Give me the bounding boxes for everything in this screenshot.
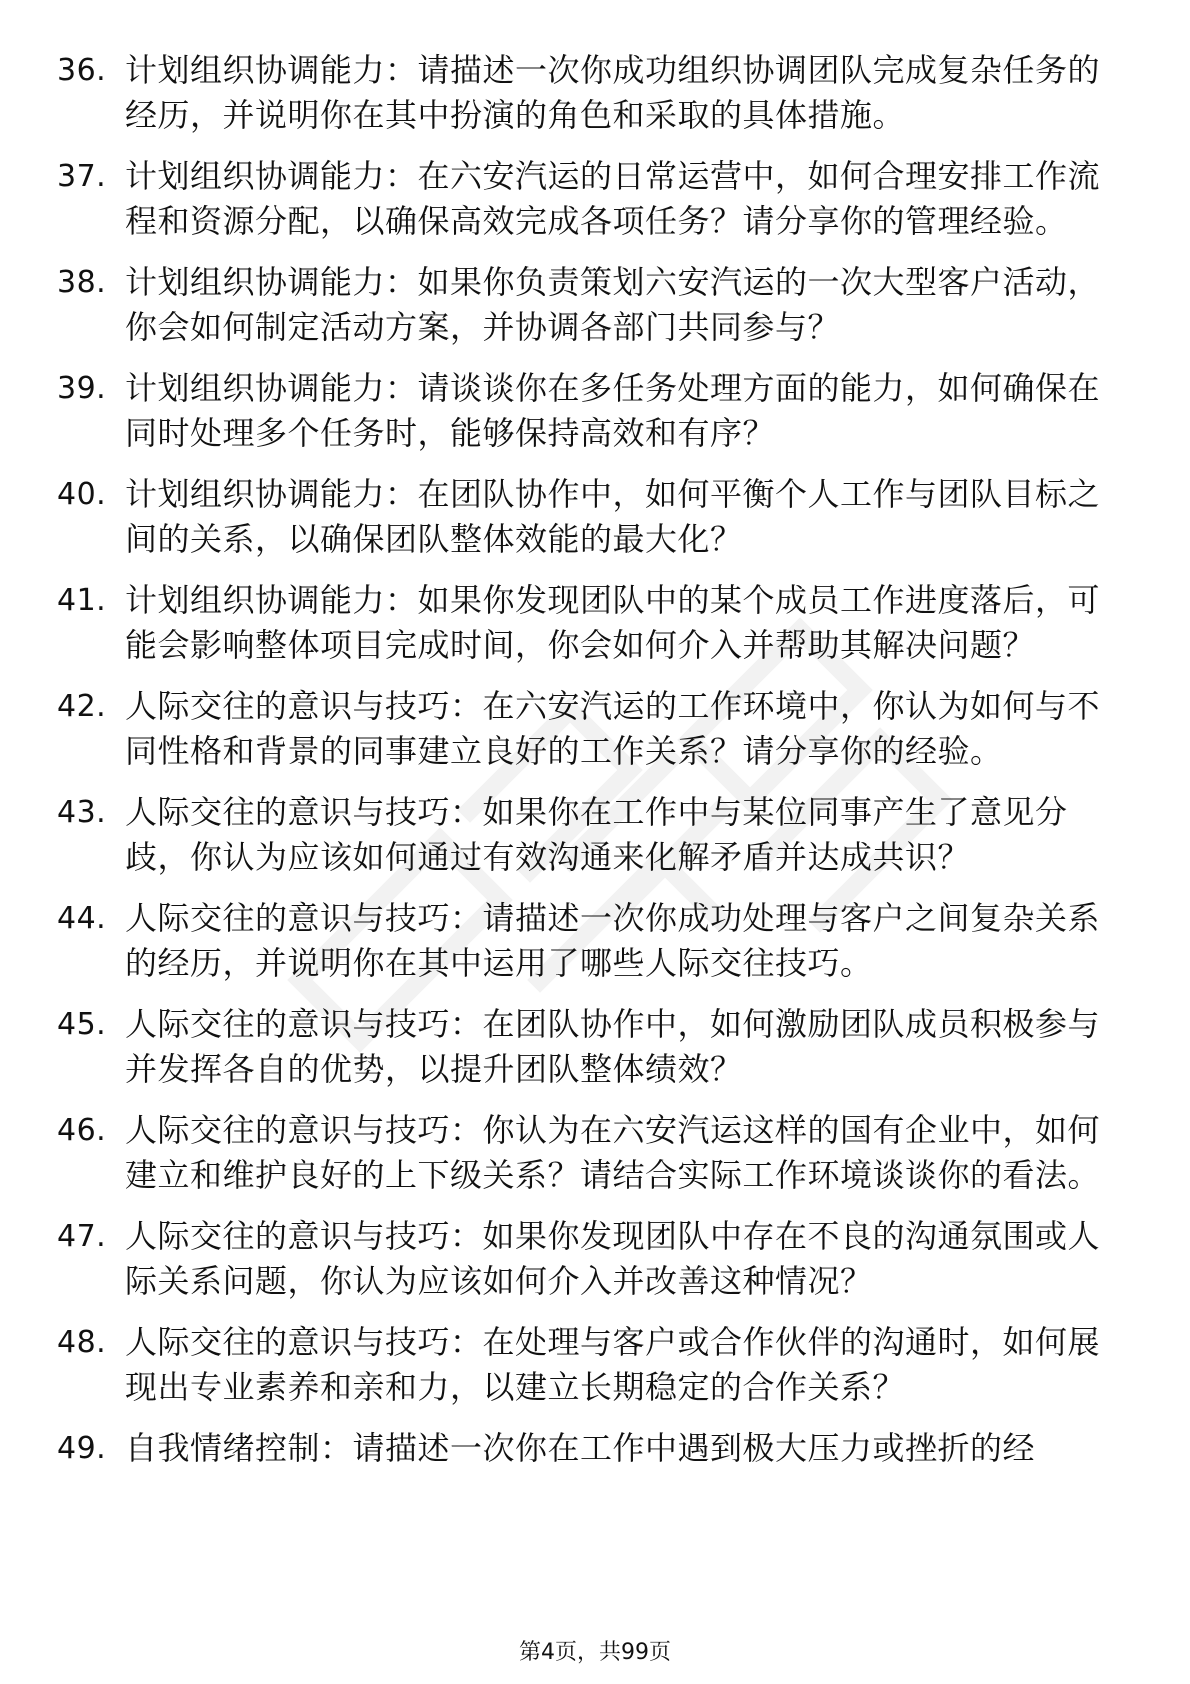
question-number: 40. [57,477,107,512]
question-number: 41. [57,583,107,618]
question-text: 计划组织协调能力：请描述一次你成功组织协调团队完成复杂任务的经历，并说明你在其中扮演的角色和采取的具体措施。 [125,51,1101,134]
question-list [0,48,1190,1487]
question-text: 计划组织协调能力：如果你发现团队中的某个成员工作进度落后，可能会影响整体项目完成时间，你会如何介入并帮助其解决问题？ [125,581,1101,664]
question-number: 44. [57,901,107,936]
question-text: 人际交往的意识与技巧：请描述一次你成功处理与客户之间复杂关系的经历，并说明你在其中运用了哪些人际交往技巧。 [125,899,1101,982]
question-text: 计划组织协调能力：如果你负责策划六安汽运的一次大型客户活动，你会如何制定活动方案，并协调各部门共同参与？ [125,263,1101,346]
question-text: 人际交往的意识与技巧：如果你发现团队中存在不良的沟通氛围或人际关系问题，你认为应该如何介入并改善这种情况？ [125,1217,1101,1300]
question-text: 计划组织协调能力：在团队协作中，如何平衡个人工作与团队目标之间的关系，以确保团队整体效能的最大化？ [125,475,1101,558]
question-number: 37. [57,159,107,194]
question-number: 39. [57,371,107,406]
question-number: 48. [57,1325,107,1360]
question-text: 计划组织协调能力：请谈谈你在多任务处理方面的能力，如何确保在同时处理多个任务时，能够保持高效和有序？ [125,369,1101,452]
question-text: 计划组织协调能力：在六安汽运的日常运营中，如何合理安排工作流程和资源分配，以确保高效完成各项任务？请分享你的管理经验。 [125,157,1101,240]
list-item [0,1108,1190,1198]
list-item [0,1426,1190,1471]
question-number: 42. [57,689,107,724]
question-text: 人际交往的意识与技巧：在处理与客户或合作伙伴的沟通时，如何展现出专业素养和亲和力，以建立长期稳定的合作关系？ [125,1323,1101,1406]
list-item [0,1214,1190,1304]
list-item [0,154,1190,244]
question-text: 人际交往的意识与技巧：如果你在工作中与某位同事产生了意见分歧，你认为应该如何通过有效沟通来化解矛盾并达成共识？ [125,793,1068,876]
question-text: 人际交往的意识与技巧：你认为在六安汽运这样的国有企业中，如何建立和维护良好的上下级关系？请结合实际工作环境谈谈你的看法。 [125,1111,1101,1194]
page-footer [0,1638,1190,1668]
question-number: 43. [57,795,107,830]
question-number: 46. [57,1113,107,1148]
list-item [0,684,1190,774]
question-number: 38. [57,265,107,300]
list-item [0,1002,1190,1092]
question-number: 49. [57,1431,107,1466]
list-item [0,472,1190,562]
question-text: 自我情绪控制：请描述一次你在工作中遇到极大压力或挫折的经 [125,1429,1036,1467]
question-text: 人际交往的意识与技巧：在六安汽运的工作环境中，你认为如何与不同性格和背景的同事建立良好的工作关系？请分享你的经验。 [125,687,1101,770]
list-item [0,260,1190,350]
list-item [0,1320,1190,1410]
list-item [0,790,1190,880]
list-item [0,366,1190,456]
question-number: 47. [57,1219,107,1254]
list-item [0,48,1190,138]
list-item [0,578,1190,668]
question-number: 45. [57,1007,107,1042]
page-number-label: 第4页，共99页 [519,1640,671,1665]
question-number: 36. [57,53,107,88]
list-item [0,896,1190,986]
question-text: 人际交往的意识与技巧：在团队协作中，如何激励团队成员积极参与并发挥各自的优势，以提升团队整体绩效？ [125,1005,1101,1088]
